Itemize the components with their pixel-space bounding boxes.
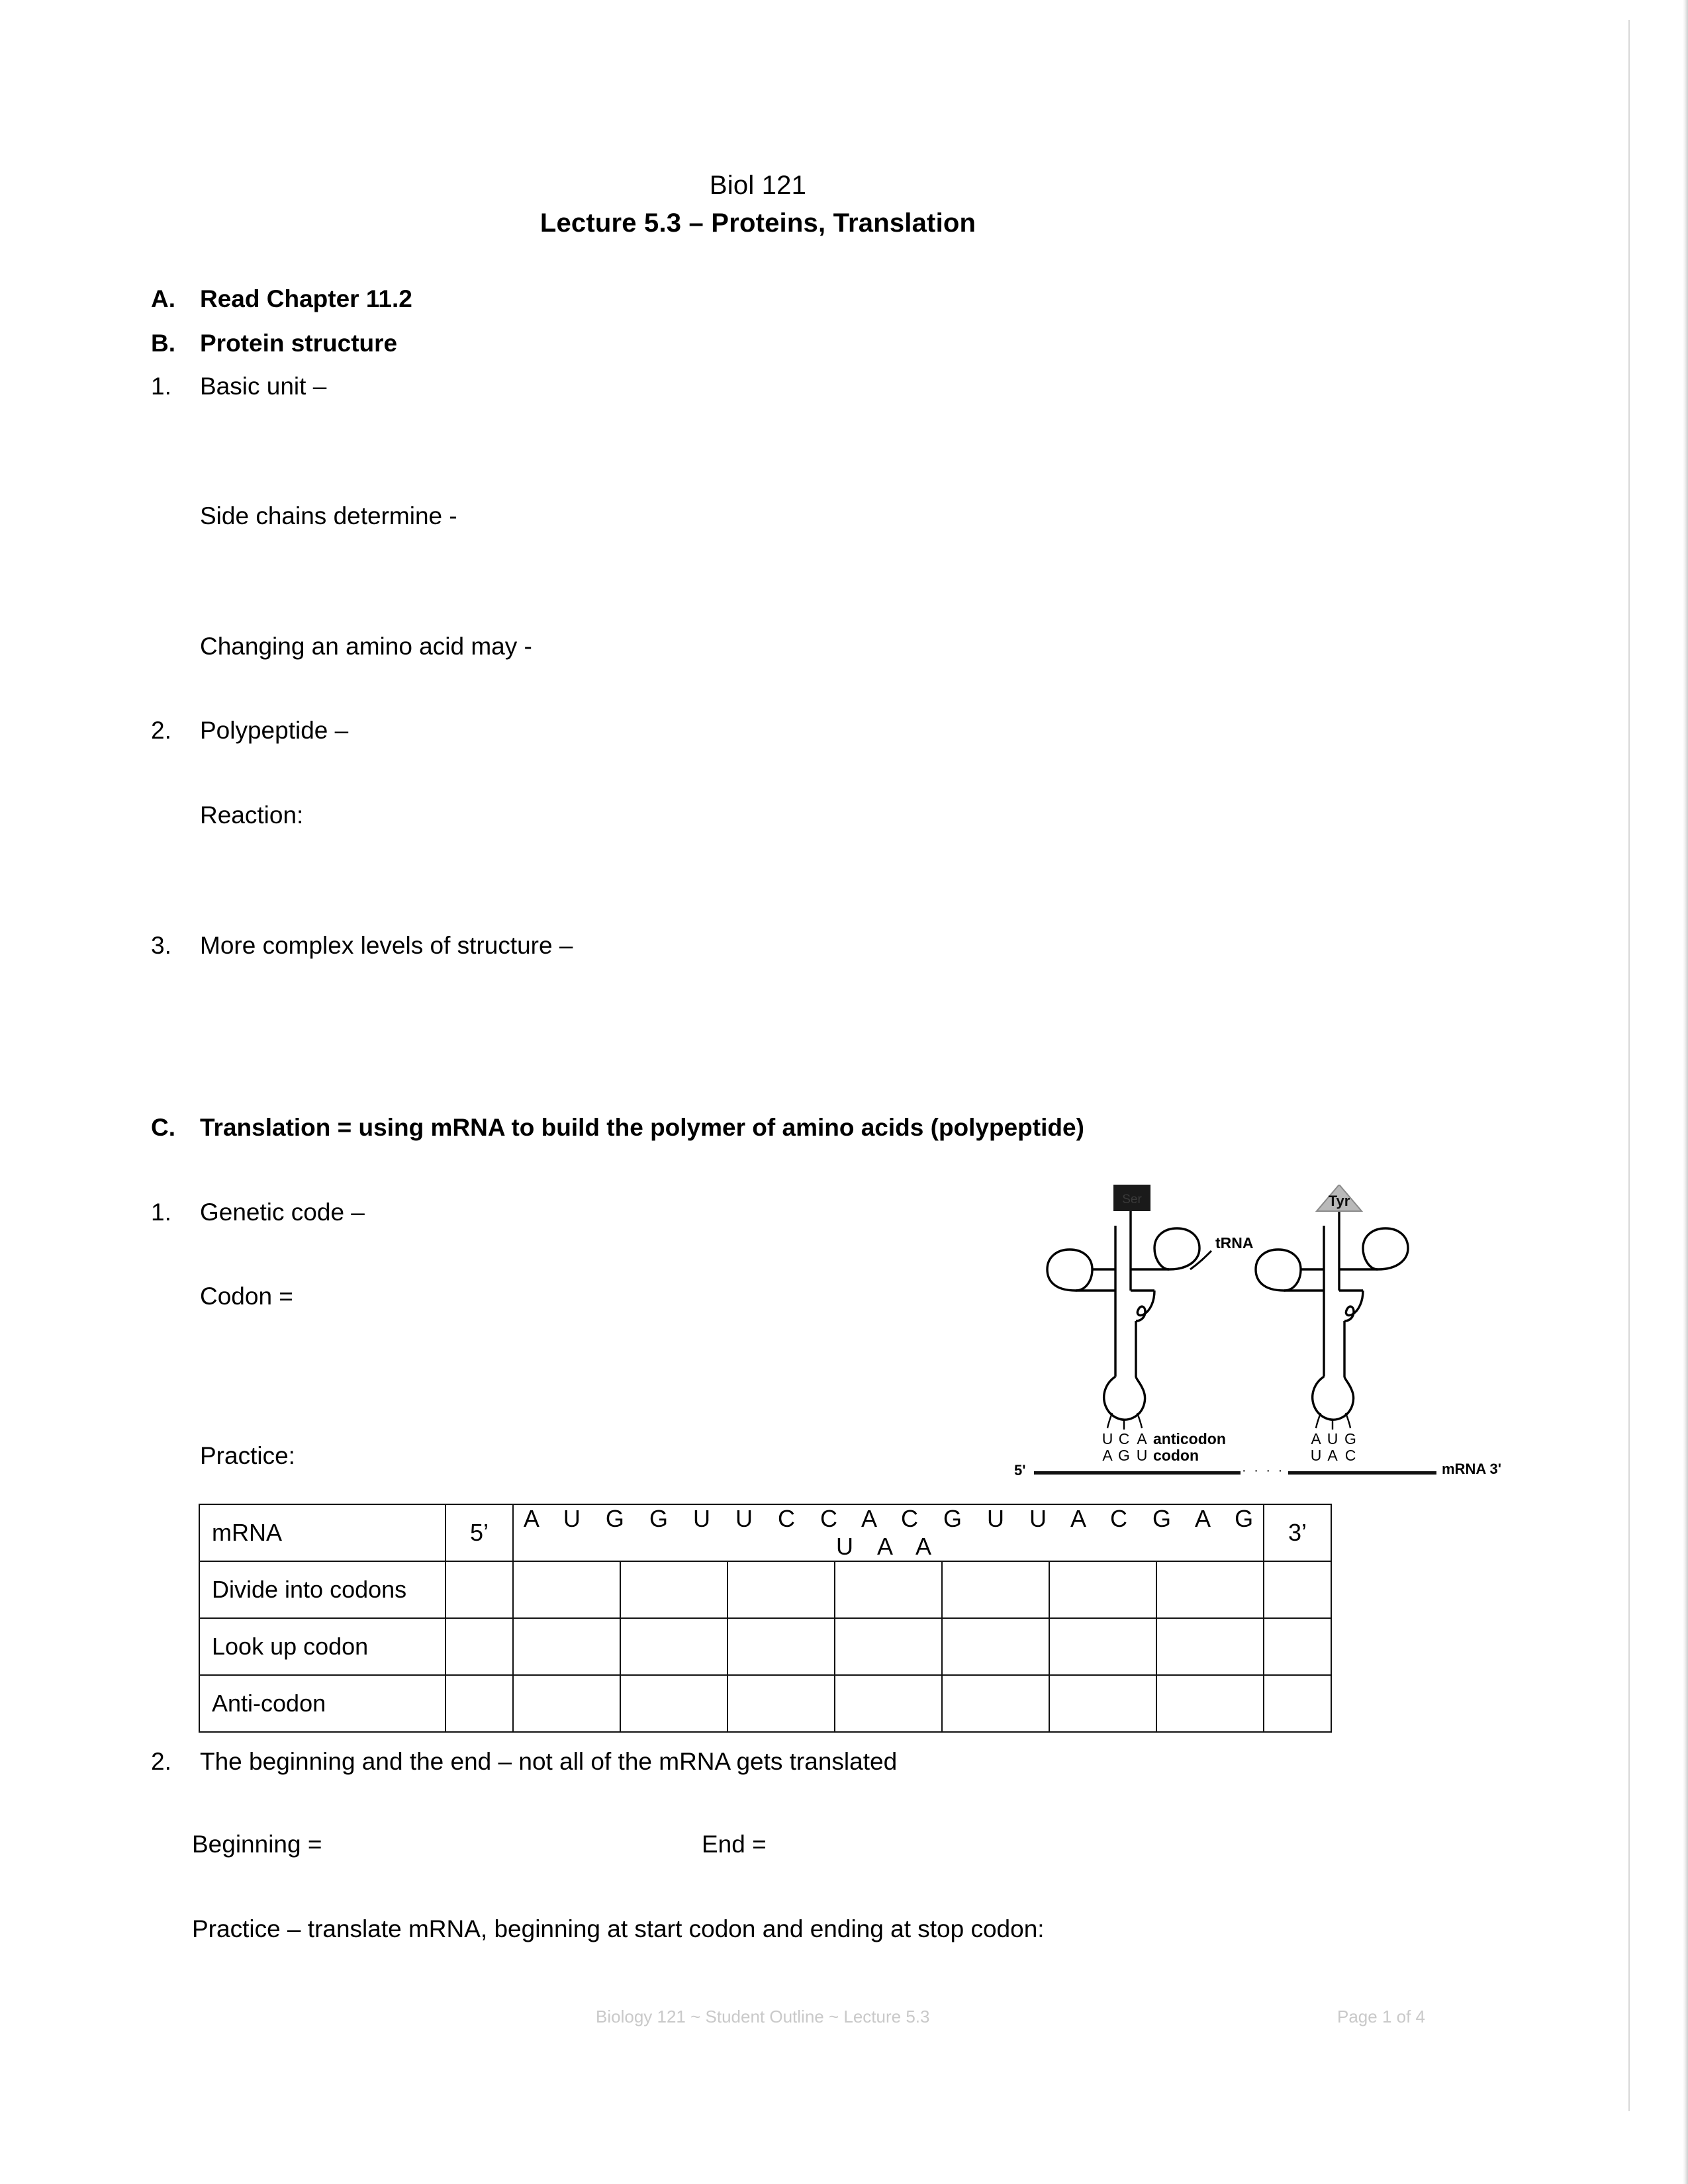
cell-lookup-codon-4[interactable]: [835, 1618, 942, 1675]
footer-page-number: Page 1 of 4: [1337, 2007, 1425, 2026]
cell-anticodon-five-prime[interactable]: [445, 1675, 513, 1732]
left-anticodon-base-1: U: [1102, 1430, 1113, 1447]
anticodon-label: anticodon: [1153, 1430, 1226, 1447]
cell-divide-three-prime[interactable]: [1264, 1561, 1331, 1618]
right-codon-base-1: U: [1310, 1447, 1322, 1463]
outline-text-b1: Basic unit –: [200, 373, 327, 400]
outline-text-b2: Polypeptide –: [200, 717, 349, 744]
trna-codon-anticodon-diagram: [1013, 1185, 1489, 1463]
cell-anticodon-1[interactable]: [513, 1675, 620, 1732]
left-codon-base-2: G: [1118, 1447, 1130, 1463]
cell-lookup-codon-7[interactable]: [1156, 1618, 1264, 1675]
footer-center-text: Biology 121 ~ Student Outline ~ Lecture 5.3: [596, 2007, 930, 2026]
lecture-title: Lecture 5.3 – Proteins, Translation: [539, 208, 976, 238]
mrna-sequence-text: A U G G U U C C A C G U U A C G A G U A A: [523, 1505, 1263, 1560]
outline-text-c2: The beginning and the end – not all of the mRNA gets translated: [200, 1748, 898, 1775]
cell-anticodon-6[interactable]: [1049, 1675, 1156, 1732]
table-row-mrna: [199, 1504, 1331, 1561]
side-chains-prompt: Side chains determine -: [200, 502, 457, 529]
outline-item-c1: [151, 1198, 365, 1227]
cell-divide-five-prime[interactable]: [445, 1561, 513, 1618]
cell-divide-codon-6[interactable]: [1049, 1561, 1156, 1618]
cell-anticodon-3[interactable]: [727, 1675, 835, 1732]
left-anticodon-base-3: A: [1137, 1430, 1147, 1447]
outline-marker-b2: 2.: [151, 717, 171, 744]
mrna-strand-right-segment: [1288, 1471, 1436, 1475]
document-title-block: [0, 167, 1516, 242]
codon-prompt: Codon =: [200, 1283, 293, 1310]
right-codon-base-3: C: [1344, 1447, 1356, 1463]
left-codon-base-1: A: [1102, 1447, 1113, 1463]
cell-divide-codon-3[interactable]: [727, 1561, 835, 1618]
trna-pointer-line: [1190, 1251, 1211, 1269]
outline-marker-b1: 1.: [151, 373, 171, 400]
cell-lookup-codon-6[interactable]: [1049, 1618, 1156, 1675]
right-anticodon-base-1: A: [1311, 1430, 1321, 1447]
practice-table: [199, 1504, 1332, 1733]
outline-marker-b: B.: [151, 330, 175, 357]
cell-lookup-codon-5[interactable]: [942, 1618, 1049, 1675]
outline-item-b: [151, 329, 397, 358]
cell-lookup-codon-3[interactable]: [727, 1618, 835, 1675]
outline-item-b3: [151, 931, 573, 960]
practice-label: Practice:: [200, 1442, 295, 1469]
outline-text-c: Translation = using mRNA to build the polymer of amino acids (polypeptide): [200, 1114, 1084, 1141]
outline-item-c: [151, 1113, 1084, 1142]
outline-item-b1: [151, 372, 326, 401]
mrna-strand-left-segment: [1034, 1471, 1241, 1475]
beginning-prompt: Beginning =: [192, 1831, 322, 1858]
cell-divide-codon-4[interactable]: [835, 1561, 942, 1618]
end-prompt: End =: [702, 1831, 767, 1858]
cell-anticodon-5[interactable]: [942, 1675, 1049, 1732]
outline-text-b: Protein structure: [200, 330, 398, 357]
row-label-anti-codon: Anti-codon: [199, 1675, 445, 1732]
practice-translate-prompt: Practice – translate mRNA, beginning at start codon and ending at stop codon:: [192, 1915, 1045, 1942]
course-name: Biol 121: [709, 171, 807, 200]
scan-edge-shadow: [1683, 0, 1688, 2184]
cell-divide-codon-1[interactable]: [513, 1561, 620, 1618]
cell-anticodon-7[interactable]: [1156, 1675, 1264, 1732]
amino-acid-label-left: Ser: [1122, 1193, 1142, 1206]
outline-item-a: [151, 285, 412, 314]
outline-marker-a: A.: [151, 285, 175, 312]
outline-item-b2: [151, 716, 348, 745]
mrna-three-prime-label: mRNA 3': [1442, 1461, 1501, 1477]
row-label-mrna: mRNA: [199, 1504, 445, 1561]
outline-marker-c2: 2.: [151, 1748, 171, 1775]
outline-marker-c1: 1.: [151, 1199, 171, 1226]
cell-divide-codon-5[interactable]: [942, 1561, 1049, 1618]
cell-three-prime: 3’: [1264, 1504, 1331, 1561]
codon-label: codon: [1153, 1447, 1199, 1463]
cell-divide-codon-7[interactable]: [1156, 1561, 1264, 1618]
cell-anticodon-2[interactable]: [620, 1675, 727, 1732]
cell-lookup-five-prime[interactable]: [445, 1618, 513, 1675]
row-label-divide-into-codons: Divide into codons: [199, 1561, 445, 1618]
mrna-five-prime-label: 5': [1014, 1462, 1026, 1479]
reaction-prompt: Reaction:: [200, 801, 304, 829]
amino-acid-label-right: Tyr: [1328, 1193, 1350, 1209]
changing-amino-acid-prompt: Changing an amino acid may -: [200, 633, 532, 660]
table-row-look-up-codon: [199, 1618, 1331, 1675]
outline-text-c1: Genetic code –: [200, 1199, 365, 1226]
cell-lookup-three-prime[interactable]: [1264, 1618, 1331, 1675]
cell-anticodon-three-prime[interactable]: [1264, 1675, 1331, 1732]
cell-anticodon-4[interactable]: [835, 1675, 942, 1732]
outline-item-c2: [151, 1747, 897, 1776]
scan-edge-line: [1628, 20, 1630, 2111]
cell-lookup-codon-1[interactable]: [513, 1618, 620, 1675]
left-codon-base-3: U: [1136, 1447, 1148, 1463]
outline-text-a: Read Chapter 11.2: [200, 285, 412, 312]
table-row-divide-into-codons: [199, 1561, 1331, 1618]
cell-lookup-codon-2[interactable]: [620, 1618, 727, 1675]
cell-divide-codon-2[interactable]: [620, 1561, 727, 1618]
left-anticodon-base-2: C: [1118, 1430, 1130, 1447]
cell-five-prime: 5’: [445, 1504, 513, 1561]
trna-label: tRNA: [1215, 1234, 1254, 1251]
right-codon-base-2: A: [1327, 1447, 1338, 1463]
mrna-strand-row: [1013, 1459, 1501, 1480]
outline-text-b3: More complex levels of structure –: [200, 932, 573, 959]
outline-marker-c: C.: [151, 1114, 175, 1141]
row-label-look-up-codon: Look up codon: [199, 1618, 445, 1675]
outline-marker-b3: 3.: [151, 932, 171, 959]
cell-mrna-sequence: [513, 1504, 1264, 1561]
right-anticodon-base-3: G: [1344, 1430, 1356, 1447]
mrna-strand-dots: · · · ·: [1242, 1463, 1285, 1478]
table-row-anti-codon: [199, 1675, 1331, 1732]
right-anticodon-base-2: U: [1327, 1430, 1338, 1447]
